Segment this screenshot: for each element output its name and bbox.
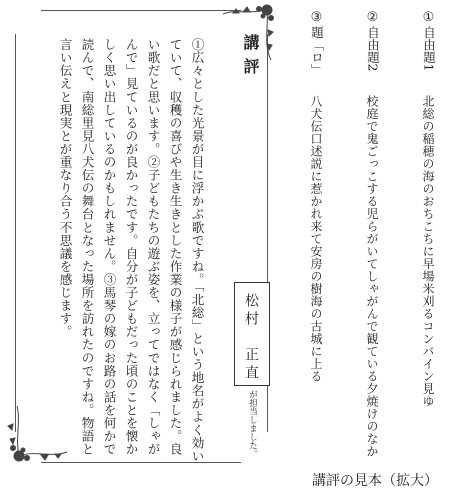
critique-heading: 講評 xyxy=(241,34,260,82)
poem-number-3: ③ xyxy=(309,10,324,25)
poem-number-2: ② xyxy=(365,10,380,25)
floral-corner-ornament-icon xyxy=(3,398,73,468)
poem-text-2: 校庭で鬼ごっこする児らがいてしゃがんで観ている夕焼けのなか xyxy=(365,95,379,458)
critique-line-6: 読んで、南総里見八犬伝の舞台となった場所を訪れたのですね。物語と xyxy=(79,38,95,456)
poem-title-3: 題「ロ」 xyxy=(309,26,325,76)
critique-line-7: 言い伝えと現実とが重なり合う不思議を感じます。 xyxy=(57,38,73,339)
image-caption: 講評の見本（拡大） xyxy=(312,473,438,489)
poem-title-2: 自由題2 xyxy=(365,26,381,72)
poem-text-3: 八犬伝口述説に惹かれ来て安房の樹海の古城に上る xyxy=(309,95,323,383)
poem-title-1: 自由題1 xyxy=(421,26,437,72)
critique-line-2: ていて、収穫の喜びや生き生きとした作業の様子が感じられました。良 xyxy=(167,38,183,456)
critique-line-3: い歌だと思います。②子どもたちの遊ぶ姿を、立ってではなく「しゃが xyxy=(145,38,161,456)
poem-text-1: 北総の稲穂の海のおちこちに早場米刈るコンバイン見ゆ xyxy=(421,95,435,408)
critique-line-4: んで」見ているのが良かったです。自分が子どもだった頃のことを懐か xyxy=(123,38,139,456)
author-note: が担当しました。 xyxy=(247,390,258,458)
critique-line-1: ①広々とした光景が目に浮かぶ歌ですね。「北総」という地名がよく効い xyxy=(189,38,205,463)
poem-number-1: ① xyxy=(421,10,436,25)
critique-line-5: しく思い出しているのかもしれません。③馬琴の嫁のお路の話を何かで xyxy=(101,38,117,456)
author-name: 松村 正直 xyxy=(243,293,259,383)
author-name-box xyxy=(234,282,270,386)
critique-frame xyxy=(13,6,269,468)
